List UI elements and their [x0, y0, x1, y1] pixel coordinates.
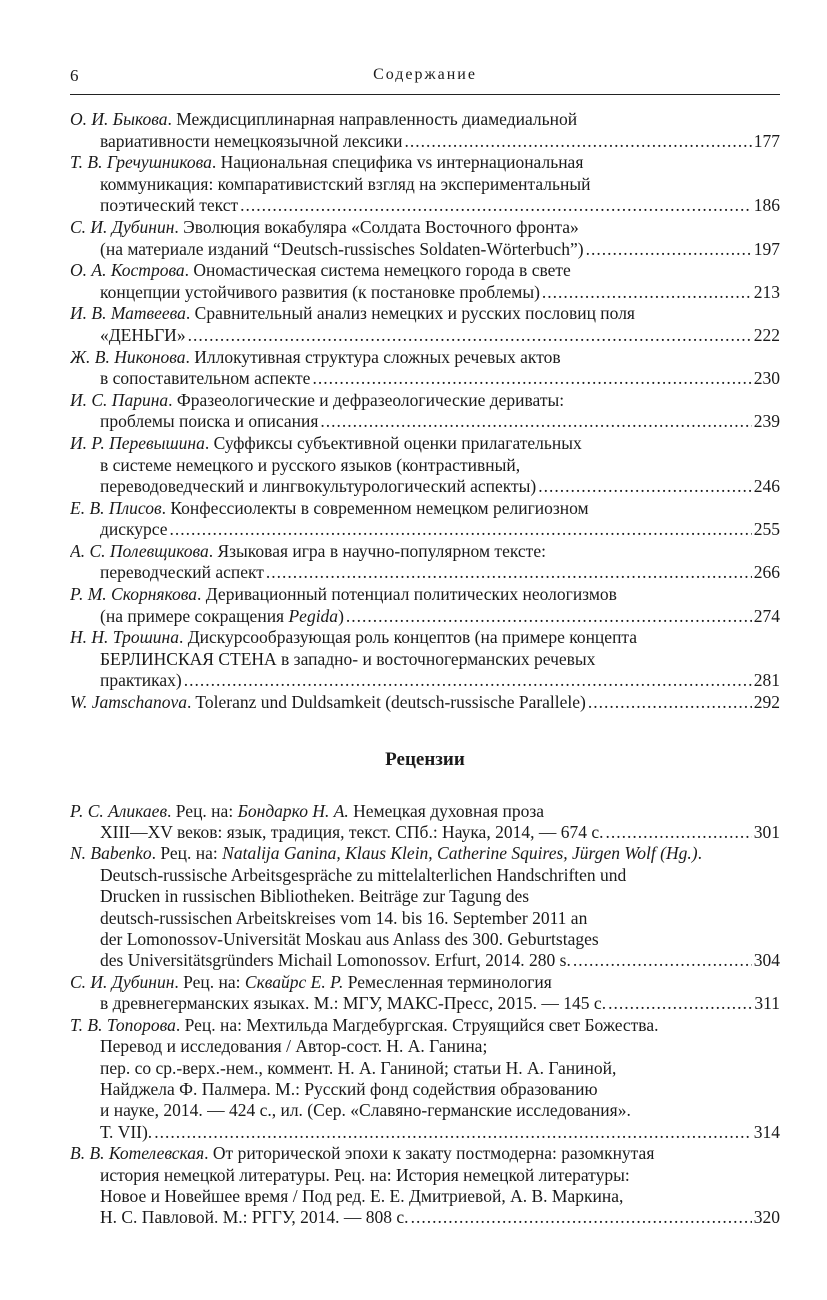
- dot-leader: [573, 950, 752, 971]
- entry-title-line: Языковая игра в научно-популярном тексте:: [217, 540, 546, 561]
- toc-entry[interactable]: И. В. Матвеева. Сравнительный анализ немецких и русских пословиц поля «ДЕНЬГИ» ..... 222: [70, 303, 780, 346]
- entry-title-line: Toleranz und Duldsamkeit (deutsch-russische Parallele): [195, 692, 586, 713]
- entry-title-line: пер. со ср.-верх.-нем., коммент. Н. А. Ганиной; статьи Н. А. Ганиной,: [100, 1057, 617, 1078]
- toc-entry[interactable]: С. И. Дубинин. Эволюция вокабуляра «Солдата Восточного фронта» (на материале изданий “Deutsch-russisches Soldaten-Wörterbuch”) ..... 197: [70, 217, 780, 260]
- entry-author: В. В. Котелевская: [70, 1143, 205, 1164]
- reviewed-author: Сквайрс Е. Р.: [244, 971, 344, 992]
- dot-leader: [184, 670, 752, 692]
- entry-author: Р. М. Скорнякова: [70, 584, 198, 605]
- entry-author: Н. Н. Трошина: [70, 627, 179, 648]
- entry-page: 311: [754, 993, 780, 1014]
- toc-entry[interactable]: Н. Н. Трошина. Дискурсообразующая роль концептов (на примере концепта БЕРЛИНСКАЯ СТЕНА в западно- и восточногерманских речевых практиках) ..... 281: [70, 627, 780, 692]
- entry-title-line: переводоведческий и лингвокультурологический аспекты): [100, 476, 537, 497]
- review-entry[interactable]: N. Babenko. Рец. на: Natalija Ganina, Klaus Klein, Catherine Squires, Jürgen Wolf (Hg.). Deutsch-russische Arbeitsgespräche zu mittelalterlichen Handschriften und Drucken in russischen Bibliotheken. Beiträge zur Tagung des deutsch-russischen Arbeitskreises vom 14. bis 16. September 2011 an der Lomonossov-Universität Moskau aus Anlass des 300. Geburtstages des Universitätsgründers Michail Lomonossov. Erfurt, 2014. 280 s. ..... 304: [70, 843, 780, 971]
- entry-title-line: Ономастическая система немецкого города в свете: [193, 260, 571, 281]
- entry-title-line: (на материале изданий “Deutsch-russisches Soldaten-Wörterbuch”): [100, 238, 584, 259]
- toc-entry[interactable]: Т. В. Гречушникова. Национальная специфика vs интернациональная коммуникация: компаративистский взгляд на экспериментальный поэтический текст ..... 186: [70, 152, 780, 217]
- entry-title-line: история немецкой литературы. Рец. на: История немецкой литературы:: [100, 1164, 630, 1185]
- entry-author: W. Jamschanova: [70, 692, 187, 713]
- reviewed-author: Бондарко Н. А.: [237, 800, 349, 821]
- entry-author: С. И. Дубинин: [70, 216, 175, 237]
- entry-page: 255: [753, 519, 780, 540]
- toc-entry[interactable]: И. Р. Перевышина. Суффиксы субъективной оценки прилагательных в системе немецкого и русского языков (контрастивный, переводоведческий и лингвокультурологический аспекты) ..... 246: [70, 433, 780, 498]
- entry-title-line: Иллокутивная структура сложных речевых актов: [194, 346, 561, 367]
- entry-title-line: От риторической эпохи к закату постмодерна: разомкнутая: [212, 1143, 655, 1164]
- dot-leader: [588, 692, 752, 714]
- entry-title-line: Deutsch-russische Arbeitsgespräche zu mittelalterlichen Handschriften und: [100, 864, 627, 885]
- entry-title-line: в древнегерманских языках. М.: МГУ, МАКС-Пресс, 2015. — 145 с.: [100, 993, 607, 1014]
- entry-title-line: Drucken in russischen Bibliotheken. Beiträge zur Tagung des: [100, 886, 530, 907]
- entry-page: 222: [753, 324, 780, 345]
- entry-author: Т. В. Гречушникова: [70, 152, 212, 173]
- book-page: [70, 0, 780, 1229]
- entry-title-line: дискурсе: [100, 519, 168, 540]
- reviews-list: [70, 801, 780, 1229]
- dot-leader: [240, 195, 752, 217]
- entry-page: 301: [753, 822, 780, 843]
- entry-author: И. В. Матвеева: [70, 303, 186, 324]
- review-entry[interactable]: В. В. Котелевская. От риторической эпохи к закату постмодерна: разомкнутая история немецкой литературы. Рец. на: История немецкой литературы: Новое и Новейшее время / Под ред. Е. Е. Дмитриевой, А. В. Маркина, Н. С. Павловой. М.: РГГУ, 2014. — 808 с. ..... 320: [70, 1143, 780, 1229]
- running-header: [70, 64, 780, 95]
- review-entry[interactable]: Р. С. Аликаев. Рец. на: Бондарко Н. А. Немецкая духовная проза XIII—XV веков: язык, традиция, текст. СПб.: Наука, 2014, — 674 с. ..... 301: [70, 801, 780, 844]
- entry-author: Е. В. Плисов: [70, 497, 162, 518]
- review-prefix: Рец. на:: [184, 1014, 243, 1035]
- entry-page: 292: [753, 692, 780, 713]
- dot-leader: [586, 239, 752, 261]
- entry-title-line: переводческий аспект: [100, 562, 264, 583]
- section-heading-reviews: Рецензии: [385, 748, 465, 770]
- dot-leader: [154, 1122, 752, 1143]
- entry-title-line: практиках): [100, 670, 182, 691]
- entry-author: Р. С. Аликаев: [70, 800, 168, 821]
- toc-entry[interactable]: А. С. Полевщикова. Языковая игра в научно-популярном тексте: переводческий аспект ..... 266: [70, 541, 780, 584]
- entry-title-line: Немецкая духовная проза: [353, 800, 545, 821]
- entry-page: 246: [753, 476, 780, 497]
- entry-page: 239: [753, 411, 780, 432]
- entry-title-line: в сопоставительном аспекте: [100, 368, 311, 389]
- toc-entry[interactable]: О. И. Быкова. Междисциплинарная направленность диамедиальной вариативности немецкоязычной лексики ..... 177: [70, 109, 780, 152]
- dot-leader: [170, 519, 752, 541]
- dot-leader: [538, 476, 752, 498]
- toc-entry[interactable]: Е. В. Плисов. Конфессиолекты в современном немецком религиозном дискурсе ..... 255: [70, 498, 780, 541]
- entry-title-line: коммуникация: компаративистский взгляд на экспериментальный: [100, 173, 591, 194]
- review-prefix: Рец. на:: [183, 971, 241, 992]
- dot-leader: [605, 822, 751, 843]
- entry-page: 266: [753, 562, 780, 583]
- dot-leader: [188, 325, 752, 347]
- entry-title-line: Н. С. Павловой. М.: РГГУ, 2014. — 808 с.: [100, 1207, 409, 1228]
- entry-title-line: Сравнительный анализ немецких и русских пословиц поля: [194, 303, 635, 324]
- dot-leader: [411, 1207, 752, 1228]
- dot-leader: [405, 131, 752, 153]
- entry-title-line: Т. VII).: [100, 1121, 153, 1142]
- entry-title-line: Конфессиолекты в современном немецком религиозном: [170, 497, 589, 518]
- entry-page: 177: [753, 130, 780, 151]
- entry-title-line: Деривационный потенциал политических неологизмов: [205, 584, 617, 605]
- entry-author: Ж. В. Никонова: [70, 346, 186, 367]
- entry-title-line: поэтический текст: [100, 195, 239, 216]
- entry-title-line: Эволюция вокабуляра «Солдата Восточного фронта»: [183, 216, 579, 237]
- entry-title-line: Фразеологические и дефразеологические дериваты:: [176, 389, 565, 410]
- entry-author: И. С. Парина: [70, 389, 169, 410]
- entry-page: 314: [753, 1121, 780, 1142]
- review-entry[interactable]: Т. В. Топорова. Рец. на: Мехтильда Магдебургская. Струящийся свет Божества. Перевод и исследования / Автор-сост. Н. А. Ганина; пер. со ср.-верх.-нем., коммент. Н. А. Ганиной; статьи Н. А. Ганиной, Найджела Ф. Палмера. М.: Русский фонд содействия образованию и науке, 2014. — 424 с., ил. (Сер. «Славяно-германские исследования». Т. VII). ..... 314: [70, 1015, 780, 1143]
- entry-title-line: Национальная специфика vs интернациональная: [220, 152, 584, 173]
- entry-title-line: des Universitätsgründers Michail Lomonossov. Erfurt, 2014. 280 s.: [100, 950, 571, 971]
- entry-title-line: Перевод и исследования / Автор-сост. Н. А. Ганина;: [100, 1036, 488, 1057]
- entry-title-line: ): [338, 605, 344, 626]
- entry-author: И. Р. Перевышина: [70, 432, 205, 453]
- entry-title-line: Ремесленная терминология: [347, 971, 552, 992]
- entry-author: С. И. Дубинин: [70, 971, 175, 992]
- entry-title-line: .: [697, 843, 702, 864]
- toc-entry[interactable]: Ж. В. Никонова. Иллокутивная структура сложных речевых актов в сопоставительном аспекте ..... 230: [70, 347, 780, 390]
- table-of-contents: [70, 109, 780, 714]
- entry-title-line: Найджела Ф. Палмера. М.: Русский фонд содействия образованию: [100, 1078, 598, 1099]
- entry-title-line: концепции устойчивого развития (к постановке проблемы): [100, 281, 540, 302]
- entry-page: 274: [753, 605, 780, 626]
- entry-author: N. Babenko: [70, 843, 152, 864]
- entry-title-line: в системе немецкого и русского языков (контрастивный,: [100, 454, 521, 475]
- review-entry[interactable]: С. И. Дубинин. Рец. на: Сквайрс Е. Р. Ремесленная терминология в древнегерманских языках. М.: МГУ, МАКС-Пресс, 2015. — 145 с. ..... 311: [70, 972, 780, 1015]
- dot-leader: [346, 606, 752, 628]
- toc-entry[interactable]: О. А. Кострова. Ономастическая система немецкого города в свете концепции устойчивого развития (к постановке проблемы) ..... 213: [70, 260, 780, 303]
- entry-page: 213: [753, 281, 780, 302]
- review-prefix: Рец. на:: [175, 800, 234, 821]
- toc-entry[interactable]: W. Jamschanova. Toleranz und Duldsamkeit (deutsch-russische Parallele) ..... 292: [70, 692, 780, 714]
- entry-page: 230: [753, 368, 780, 389]
- entry-title-line: Дискурсообразующая роль концептов (на примере концепта: [187, 627, 638, 648]
- entry-title-line: БЕРЛИНСКАЯ СТЕНА в западно- и восточногерманских речевых: [100, 648, 596, 669]
- entry-title-line: и науке, 2014. — 424 с., ил. (Сер. «Славяно-германские исследования».: [100, 1100, 631, 1121]
- page-number: 6: [70, 66, 79, 85]
- entry-title-line: XIII—XV веков: язык, традиция, текст. СПб.: Наука, 2014, — 674 с.: [100, 822, 604, 843]
- toc-entry[interactable]: И. С. Парина. Фразеологические и дефразеологические дериваты: проблемы поиска и описания ..... 239: [70, 390, 780, 433]
- entry-author: О. И. Быкова: [70, 109, 168, 129]
- entry-page: 197: [753, 238, 780, 259]
- review-prefix: Рец. на:: [160, 843, 218, 864]
- dot-leader: [608, 993, 752, 1014]
- running-title: Содержание: [373, 66, 477, 83]
- dot-leader: [312, 368, 751, 390]
- entry-page: 281: [753, 670, 780, 691]
- entry-page: 320: [753, 1207, 780, 1228]
- dot-leader: [542, 282, 752, 304]
- entry-title-line: deutsch-russischen Arbeitskreises vom 14. bis 16. September 2011 an: [100, 907, 588, 928]
- entry-author: А. С. Полевщикова: [70, 540, 209, 561]
- entry-page: 304: [753, 950, 780, 971]
- entry-title-line: Суффиксы субъективной оценки прилагательных: [213, 432, 582, 453]
- entry-title-line: вариативности немецкоязычной лексики: [100, 130, 403, 151]
- dot-leader: [266, 562, 752, 584]
- entry-title-line: Мехтильда Магдебургская. Струящийся свет Божества.: [246, 1014, 659, 1035]
- entry-author: Т. В. Топорова: [70, 1014, 176, 1035]
- dot-leader: [320, 411, 751, 433]
- toc-entry[interactable]: Р. М. Скорнякова. Деривационный потенциал политических неологизмов (на примере сокращения Pegida) ..... 274: [70, 584, 780, 627]
- entry-title-italic: Pegida: [288, 605, 339, 626]
- entry-author: О. А. Кострова: [70, 260, 185, 281]
- entry-title-line: (на примере сокращения: [100, 605, 289, 626]
- entry-title-line: «ДЕНЬГИ»: [100, 324, 186, 345]
- reviewed-author: Natalija Ganina, Klaus Klein, Catherine Squires, Jürgen Wolf (Hg.): [222, 843, 698, 864]
- entry-title-line: Новое и Новейшее время / Под ред. Е. Е. Дмитриевой, А. В. Маркина,: [100, 1185, 624, 1206]
- entry-title-line: проблемы поиска и описания: [100, 411, 319, 432]
- entry-title-line: der Lomonossov-Universität Moskau aus Anlass des 300. Geburtstages: [100, 929, 599, 950]
- entry-page: 186: [753, 195, 780, 216]
- entry-title-line: Междисциплинарная направленность диамедиальной: [176, 109, 578, 129]
